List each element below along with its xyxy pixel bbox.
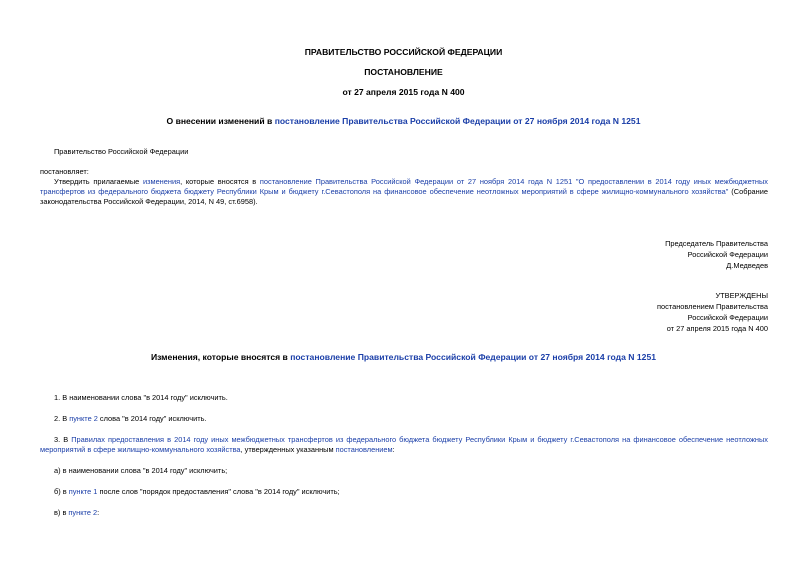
government-heading: ПРАВИТЕЛЬСТВО РОССИЙСКОЙ ФЕДЕРАЦИИ (304, 47, 503, 57)
item-3-text-b: , утвержденных указанным (240, 445, 336, 454)
approved-label: УТВЕРЖДЕНЫ (715, 291, 768, 300)
subitem-v-text-b: : (97, 508, 100, 517)
item-2-link[interactable]: пункте 2 (69, 414, 98, 423)
title-resolution-link[interactable]: постановление Правительства Российской Федерации от 27 ноября 2014 года N 1251 (274, 116, 641, 126)
resolution-text-1: Утвердить прилагаемые (54, 177, 143, 186)
subitem-a: а) в наименовании слова "в 2014 году" исключить; (54, 466, 228, 475)
subitem-b (54, 487, 340, 496)
changes-link[interactable]: изменения (142, 177, 181, 186)
intro-government: Правительство Российской Федерации (54, 147, 189, 156)
approved-by: постановлением Правительства (657, 302, 768, 311)
item-3-rules-link[interactable]: Правилах предоставления в 2014 году иных межбюджетных трансфертов из федерального бюджета бюджету Республики Крым и бюджету г.Севастополя на финансовое обеспечение неотложных мероприятий в сфере жилищно-коммунального хозяйства (40, 435, 768, 454)
item-2-text-b: слова "в 2014 году" исключить. (97, 414, 207, 423)
resolution-1251-link[interactable]: постановление Правительства Российской Федерации от 27 ноября 2014 года N 1251 "О предоставлении в 2014 году иных межбюджетных трансфертов из федерального бюджета бюджету Республики Крым и бюджету г.Севастополя на финансовое обеспечение неотложных мероприятий в сфере жилищно-коммунального хозяйства" (40, 177, 768, 196)
approved-date: от 27 апреля 2015 года N 400 (666, 324, 768, 333)
item-3 (40, 435, 768, 455)
signature-position: Председатель Правительства (665, 239, 768, 248)
subitem-b-text-a: б) в (54, 487, 69, 496)
title-prefix: О внесении изменений в (166, 116, 275, 126)
resolution-text-3: (Собрание законодательства Российской Федерации, 2014, N 49, ст.6958). (40, 187, 768, 206)
item-2 (54, 414, 207, 423)
item-3-text-a: 3. В (54, 435, 72, 444)
item-3-resolution-link[interactable]: постановлением (335, 445, 393, 454)
resolution-text-2: , которые вносятся в (180, 177, 260, 186)
signature-country: Российской Федерации (687, 250, 768, 259)
signature-name: Д.Медведев (726, 261, 768, 270)
changes-title (0, 352, 807, 362)
doc-type-heading: ПОСТАНОВЛЕНИЕ (364, 67, 443, 77)
subitem-v (54, 508, 99, 517)
subitem-b-link[interactable]: пункте 1 (68, 487, 98, 496)
document-title (0, 116, 807, 126)
resolution-paragraph (40, 177, 768, 207)
approved-country: Российской Федерации (687, 313, 768, 322)
item-3-text-c: : (392, 445, 395, 454)
changes-title-link[interactable]: постановление Правительства Российской Федерации от 27 ноября 2014 года N 1251 (290, 352, 657, 362)
subitem-b-text-b: после слов "порядок предоставления" слова "в 2014 году" исключить; (97, 487, 340, 496)
subitem-v-link[interactable]: пункте 2 (68, 508, 98, 517)
changes-title-prefix: Изменения, которые вносятся в (150, 352, 291, 362)
intro-resolves: постановляет: (40, 167, 89, 176)
item-1: 1. В наименовании слова "в 2014 году" исключить. (54, 393, 228, 402)
subitem-v-text-a: в) в (54, 508, 69, 517)
item-2-text-a: 2. В (54, 414, 70, 423)
doc-date-number: от 27 апреля 2015 года N 400 (342, 87, 465, 97)
